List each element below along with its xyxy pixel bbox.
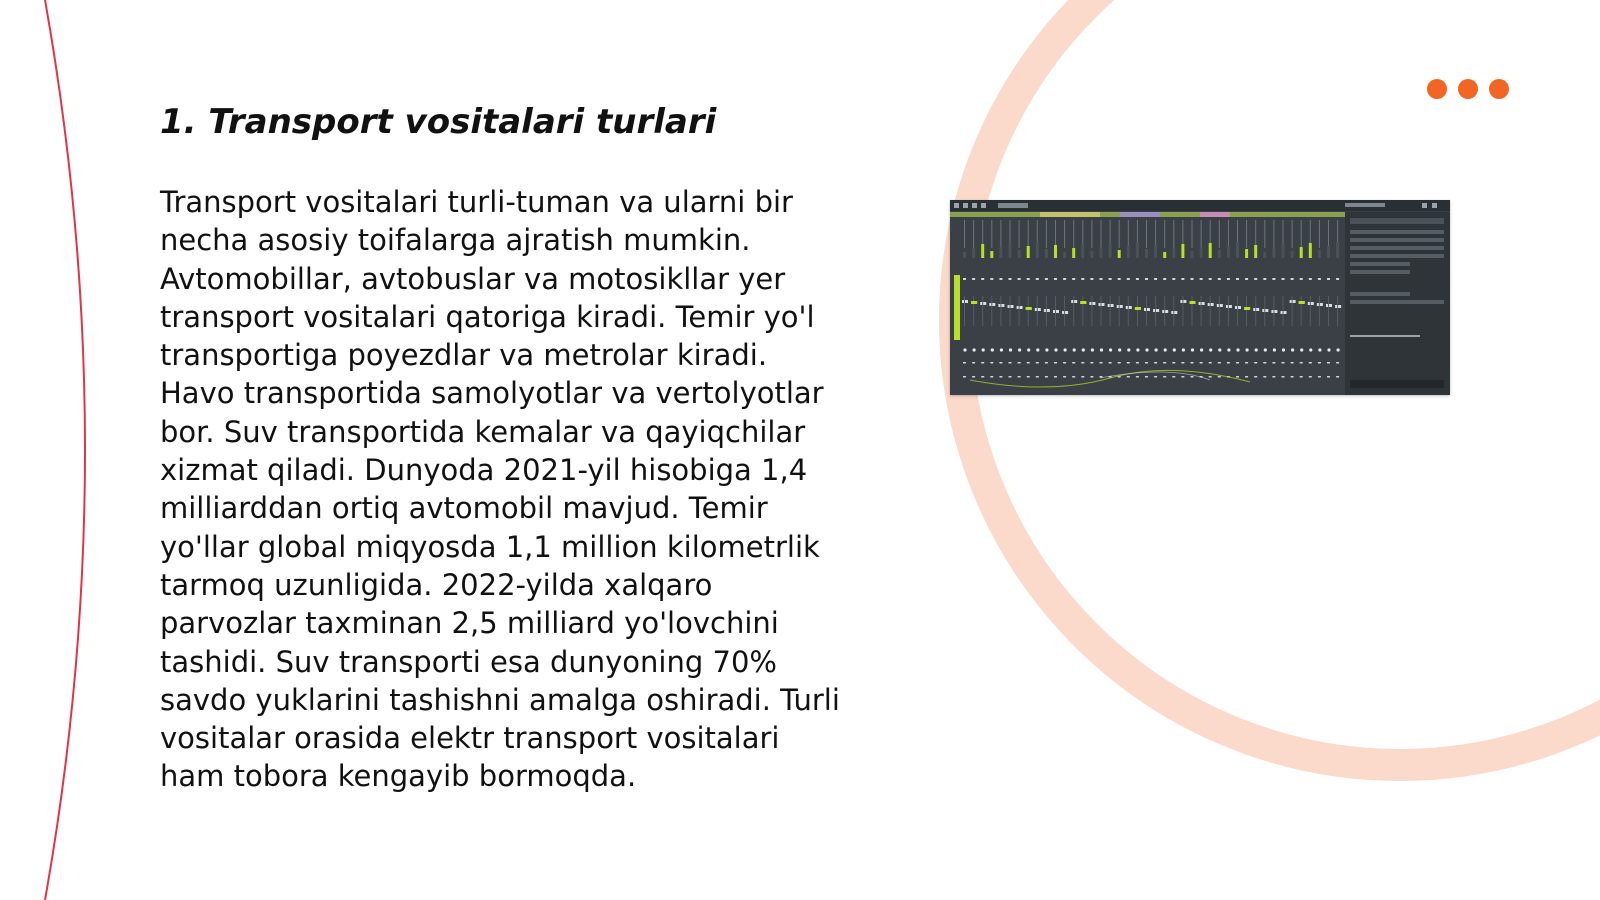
slide-title: 1. Transport vositalari turlari xyxy=(160,102,717,142)
slide-body-text: Transport vositalari turli-tuman va ularni bir necha asosiy toifalarga ajratish mumkin. Avtomobillar, avtobuslar va motosikllar yer transport vositalari qatoriga kiradi. Temir yo'l transportiga poyezdlar va metrolar kiradi. Havo transportida samolyotlar va vertolyotlar bor. Suv transportida kemalar va qayiqchilar xizmat qiladi. Dunyoda 2021-yil hisobiga 1,4 milliarddan ortiq avtomobil mavjud. Temir yo'llar global miqyosda 1,1 million kilometrlik tarmoq uzunligida. 2022-yilda xalqaro parvozlar taxminan 2,5 milliard yo'lovchini tashidi. Suv transporti esa dunyoning 70% savdo yuklarini tashishni amalga oshiradi. Turli vositalar orasida elektr transport vositalari ham tobora kengayib bormoqda. xyxy=(160,185,840,794)
left-accent-line xyxy=(45,0,85,900)
dot-icon xyxy=(1458,79,1478,99)
mixer-screenshot-image xyxy=(950,200,1450,395)
dot-icon xyxy=(1427,79,1447,99)
three-dots-icon[interactable] xyxy=(1427,79,1509,99)
dot-icon xyxy=(1489,79,1509,99)
